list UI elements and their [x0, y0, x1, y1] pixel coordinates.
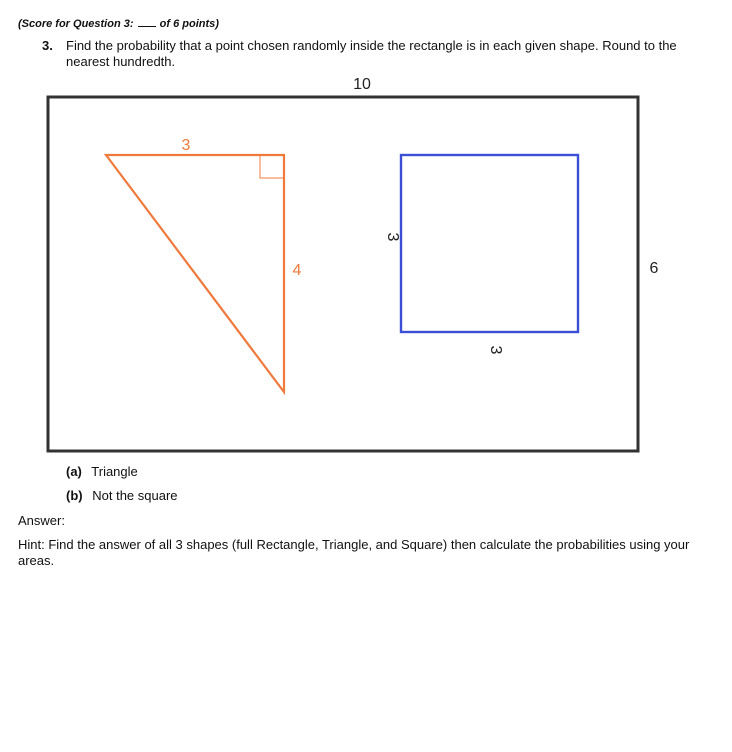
hint-text: Hint: Find the answer of all 3 shapes (full Rectangle, Triangle, and Square) then calculate the probabilities using your areas.	[18, 537, 690, 568]
answer-label: Answer:	[18, 513, 65, 528]
rectangle-height-label: 6	[649, 260, 659, 277]
square-bottom-label: 3	[487, 345, 504, 355]
triangle-top-label: 3	[181, 137, 191, 154]
part-a-label: (a)	[66, 464, 82, 479]
triangle-side-label: 4	[292, 262, 302, 279]
figure-diagram	[0, 70, 732, 460]
part-a-text: Triangle	[91, 464, 138, 479]
part-b-text: Not the square	[92, 488, 178, 503]
square-left-label: 3	[384, 232, 401, 242]
part-a	[66, 464, 138, 479]
score-suffix: of 6 points)	[159, 18, 219, 30]
part-b-label: (b)	[66, 488, 83, 503]
question-number: 3.	[42, 38, 53, 53]
triangle-shape	[106, 155, 284, 392]
square-shape	[401, 155, 578, 332]
rectangle-shape	[48, 97, 638, 451]
figure	[0, 70, 732, 465]
right-angle-marker	[260, 155, 284, 178]
question-text: Find the probability that a point chosen randomly inside the rectangle is in each given shape. Round to the nearest hundredth.	[66, 38, 677, 69]
rectangle-width-label: 10	[353, 76, 371, 93]
score-blank	[138, 16, 156, 27]
score-line	[18, 16, 219, 30]
part-b	[66, 488, 178, 503]
score-prefix: (Score for Question 3:	[18, 18, 134, 30]
